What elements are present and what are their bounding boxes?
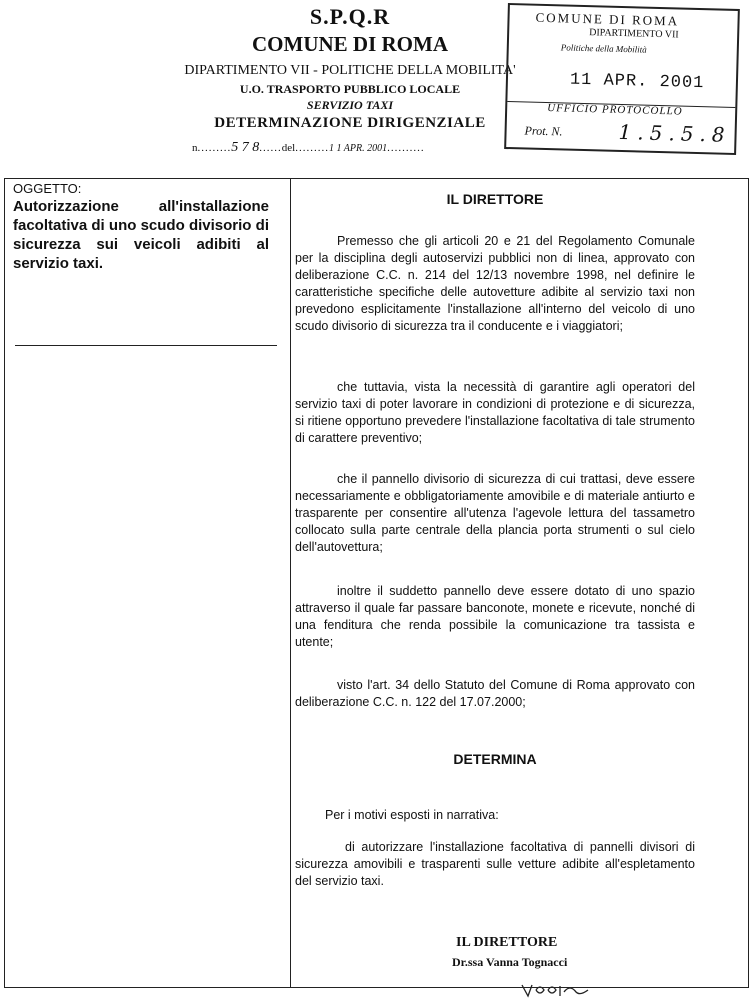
stamp-prot-number: 1.5.5.8: [618, 119, 731, 147]
number-prefix: n: [192, 142, 198, 154]
header-comune: COMUNE DI ROMA: [252, 32, 448, 56]
handwritten-signature: [520, 982, 590, 998]
determina-heading: DETERMINA: [453, 751, 537, 767]
paragraph-decision: di autorizzare l'installazione facoltativa di pannelli divisori di sicurezza amovibili e trasparenti sulle vetture adibite all'espletamento del servizio taxi.: [295, 840, 695, 888]
header-dipartimento: DIPARTIMENTO VII - POLITICHE DELLA MOBILITA': [184, 63, 516, 78]
number-value: 5 7 8: [231, 140, 260, 155]
stamp-line1: COMUNE DI ROMA: [535, 9, 680, 29]
number-date-line: n.........5 7 8......del.........1 1 APR. 2001..........: [192, 140, 425, 155]
stamp-prot-label: Prot. N.: [524, 123, 563, 139]
stamp-line2: DIPARTIMENTO VII: [589, 27, 679, 41]
left-rule: [15, 345, 277, 346]
oggetto-label: OGGETTO:: [13, 181, 82, 196]
date-prefix: del: [281, 142, 296, 154]
header-spqr: S.P.Q.R: [309, 4, 391, 29]
paragraph-premesso: Premesso che gli articoli 20 e 21 del Regolamento Comunale per la disciplina degli autoservizi pubblici non di linea, approvato con deliberazione C.C. n. 214 del 12/13 novembre 1998, nel definire le caratteristiche specifiche delle autovetture adibite al servizio taxi non prevedono esplicitamente l'installazione all'interno del veicolo di uno scudo divisorio di sicurezza tra il conducente e i viaggiatori;: [295, 234, 695, 333]
header-uo: U.O. TRASPORTO PUBBLICO LOCALE: [239, 82, 461, 96]
signature-title: IL DIRETTORE: [456, 935, 558, 950]
header-determinazione: DETERMINAZIONE DIRIGENZIALE: [214, 115, 486, 131]
paragraph-pannello: che il pannello divisorio di sicurezza di cui trattasi, deve essere necessariamente e obbligatoriamente amovibile e di materiale antiurto e trasparente per consentire all'utenza l'agevole lettura del tassametro collocato sulla parte centrale della plancia porta strumenti o sul cielo dell'autovettura;: [295, 472, 695, 554]
document-body-box: [4, 178, 749, 988]
stamp-date: 11 APR. 2001: [569, 70, 705, 94]
stamp-line3: Politiche della Mobilità: [560, 42, 647, 55]
oggetto-text: Autorizzazione all'installazione facoltativa di uno scudo divisorio di sicurezza sui veicoli adibiti al servizio taxi.: [13, 198, 269, 272]
stamp-office: UFFICIO PROTOCOLLO: [547, 102, 683, 118]
paragraph-inoltre: inoltre il suddetto pannello deve essere dotato di uno spazio attraverso il quale far passare banconote, monete e ricevute, nonché di una fenditura che renda possibile la comunicazione tra tassista e utente;: [295, 584, 695, 649]
protocol-stamp: [504, 3, 740, 155]
paragraph-tuttavia: che tuttavia, vista la necessità di garantire agli operatori del servizio taxi di poter lavorare in condizioni di protezione e di sicurezza, si ritiene opportuno prevedere l'installazione facoltativa di tale strumento di carattere preventivo;: [295, 380, 695, 445]
direttore-heading: IL DIRETTORE: [446, 191, 544, 207]
paragraph-visto: visto l'art. 34 dello Statuto del Comune di Roma approvato con deliberazione C.C. n. 122 del 17.07.2000;: [295, 678, 695, 709]
column-divider: [290, 179, 291, 987]
date-value: 1 1 APR. 2001: [328, 143, 388, 154]
paragraph-motivi: Per i motivi esposti in narrativa:: [325, 808, 499, 822]
signature-name: Dr.ssa Vanna Tognacci: [452, 955, 568, 969]
header-servizio: SERVIZIO TAXI: [306, 98, 394, 112]
